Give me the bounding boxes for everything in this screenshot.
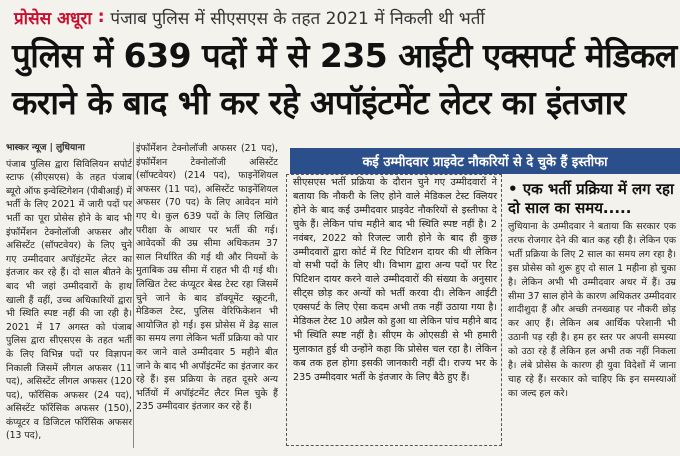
kicker-text: पंजाब पुलिस में सीएसएस के तहत 2021 में निकली थी भर्ती [110, 8, 485, 29]
byline: भास्कर न्यूज | लुधियाना [6, 143, 85, 153]
kicker [0, 0, 680, 34]
section-banner [290, 148, 680, 174]
column-1-text: पंजाब पुलिस द्वारा सिविलियन सपोर्ट स्टाफ (सीएसएस) के तहत पंजाब ब्यूरो ऑफ इन्वेस्टिगेशन (पीबीआई) में भर्ती के लिए 2021 में जारी पदों पर भर्ती का पूरा प्रोसेस होने के बाद भी इंफॉर्मेशन टेक्नोलॉजी अफसर और असिस्टेंट (सॉफ्टवेयर) के लिए चुने गए उम्मीदवार अपॉइंटमेंट लेटर का इंतजार कर रहे हैं। दो साल बीतने के बाद भी जहां उम्मीदवारों के हाथ खाली हैं वहीं, उच्च अधिकारियों द्वारा भी स्थिति स्पष्ट नहीं की जा रही है। 2021 में 17 अगस्त को पंजाब पुलिस द्वारा सीएसएस के तहत भर्ती के लिए विभिन्न पदों पर विज्ञापन निकाली जिसमें लीगल अफसर (11 पद), असिस्टेंट लीगल अफसर (120 पद), फॉरेंसिक अफसर (24 पद), असिस्टेंट फॉरेंसिक अफसर (150), कंप्यूटर व डिजिटल फॉरेंसिक अफसर (13 पद), [6, 158, 132, 442]
headline-line-1: पुलिस में 639 पदों में से 235 आईटी एक्सपर्ट मेडिकल [12, 36, 677, 75]
article-column-2 [136, 142, 278, 414]
kicker-label: प्रोसेस अधूरा [14, 8, 92, 29]
sidebar-heading [508, 180, 674, 218]
kicker-separator: : [91, 7, 111, 27]
headline-line-2: कराने के बाद भी कर रहे अपॉइंटमेंट लेटर का इंतजार [12, 83, 626, 122]
headline [12, 32, 677, 126]
column-2-text: इंफॉर्मेशन टेक्नोलॉजी अफसर (21 पद), इंफॉर्मेशन टेक्नोलॉजी असिस्टेंट (सॉफ्टवेयर) (214 पद), फाइनेंशियल अफसर (11 पद), असिस्टेंट फाइनेंशियल अफसर (70 पद) के लिए आवेदन मांगे गए थे। कुल 639 पदों के लिए लिखित परीक्षा के आधार पर भर्ती की गई। आवेदकों की उम्र सीमा अधिकतम 37 साल निर्धारित की गई थी और नियमों के मुताबिक उम्र सीमा में राहत भी दी गई थी। लिखित टेस्ट कंप्यूटर बेस्ड टेस्ट रहा जिसमें चुने जाने के बाद डॉक्यूमेंट स्क्रूटनी, मेडिकल टेस्ट, पुलिस वेरिफिकेशन भी आयोजित हो गई। इस प्रोसेस में डेढ़ साल का समय लगा लेकिन भर्ती प्रक्रिया को पार कर जाने वाले उम्मीदवार 5 महीने बीत जाने के बाद भी अपॉइंटमेंट का इंतजार कर रहे हैं। इस प्रक्रिया के तहत दूसरे अन्य भर्तियों में अपॉइंटमेंट लैटर मिल चुके हैं 235 उम्मीदवार इंतजार कर रहे हैं। [136, 143, 278, 413]
sidebar-column [508, 220, 676, 401]
sidebar-text: लुधियाना के उम्मीदवार ने बताया कि सरकार एक तरफ रोजगार देने की बात कह रही है। लेकिन एक भर्ती प्रक्रिया के लिए 2 साल का समय लग रहा है। इस प्रोसेस को शुरू हुए दो साल 1 महीना हो चुका है। लेकिन अभी भी उम्मीदवार अधर में हैं। उम्र सीमा 37 साल होने के कारण अधिकतर उम्मीदवार शादीशुदा हैं और अच्छी तनख्वाह पर नौकरी छोड़ कर आए हैं। लेकिन अब आर्थिक परेशानी भी उठानी पड़ रही है। हम हर स्तर पर अपनी समस्या को उठा रहे हैं लेकिन हल अभी तक नहीं निकला है। लंबे प्रोसेस के कारण ही युवा विदेशों में जाना चाह रहे हैं। सरकार को चाहिए कि इन समस्याओं का जल्द हल करे। [508, 221, 676, 399]
section-banner-text: कई उम्मीदवार प्राइवेट नौकरियों से दे चुके हैं इस्तीफा [362, 155, 608, 170]
article-column-3 [293, 176, 497, 385]
bullet-icon: • [508, 180, 518, 198]
column-3-text: सीएसएस भर्ती प्रक्रिया के दौरान चुने गए उम्मीदवारों ने बताया कि नौकरी के लिए होने वाले मेडिकल टेस्ट क्लियर होने के बाद कई उम्मीदवार प्राइवेट नौकरियों से इस्तीफा दे चुके हैं। लेकिन पांच महीने बाद भी स्थिति स्पष्ट नहीं है। 2 नवंबर, 2022 को रिजल्ट जारी होने के बाद ही कुछ उम्मीदवारों द्वारा कोर्ट में रिट पिटिशन दायर की थी लेकिन वो सभी पदों के लिए थी। विभाग द्वारा अन्य पदों पर रिट पिटिशन दायर करने वाले उम्मीदवारों की संख्या के अनुसार सीट्स छोड़ कर अन्यों को भर्ती करवा दी। लेकिन आईटी एक्सपर्ट के लिए ऐसा कदम अभी तक नहीं उठाया गया है। मेडिकल टेस्ट 10 अप्रैल को हुआ था लेकिन पांच महीने बाद भी स्थिति स्पष्ट नहीं है। सीएम के ओएसडी से भी हमारी मुलाकात हुई थी उन्होंने कहा कि प्रोसेस चल रहा है। लेकिन कब तक हल होगा इसकी जानकारी नहीं दी। राज्य भर के 235 उम्मीदवार भर्ती के इंतजार के लिए बैठे हुए हैं। [293, 177, 497, 383]
article-column-1 [6, 142, 132, 443]
column-divider [133, 142, 134, 448]
sidebar-heading-text: एक भर्ती प्रक्रिया में लग रहा दो साल का समय..... [508, 180, 674, 217]
